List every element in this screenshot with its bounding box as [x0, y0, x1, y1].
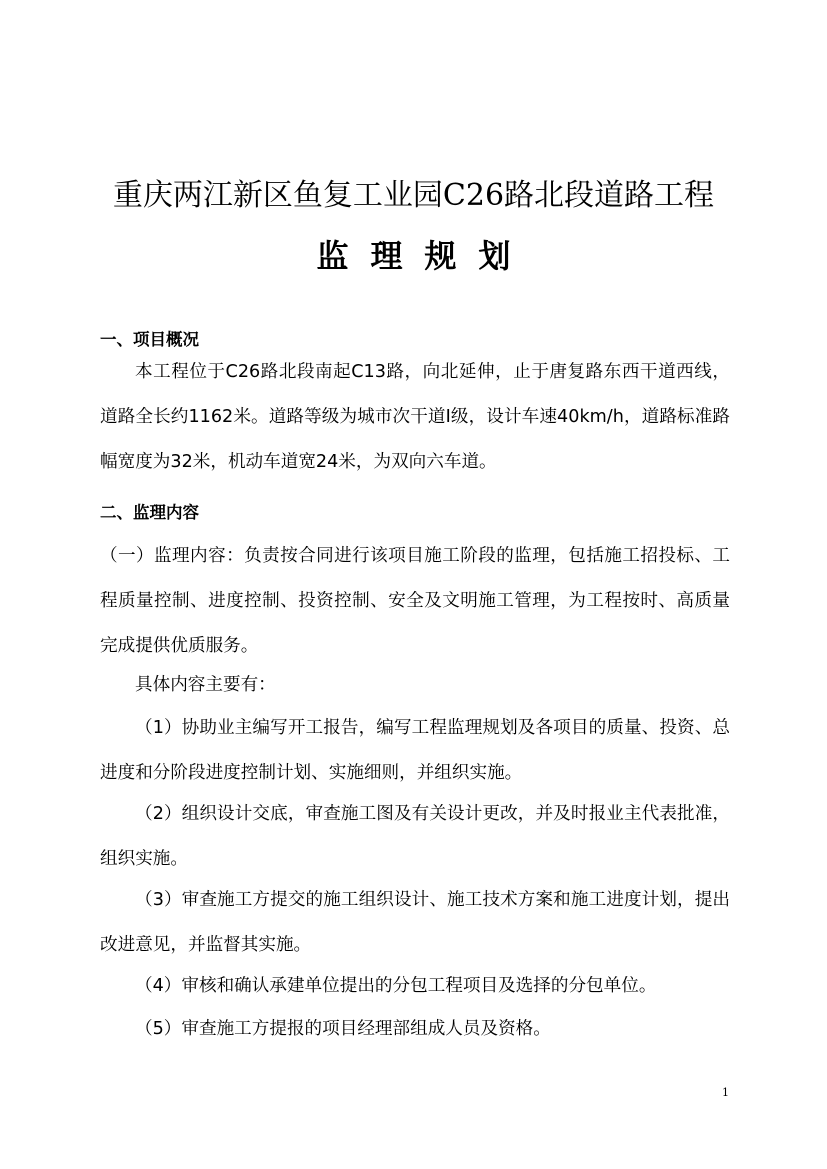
section-1-heading: 一、项目概况 — [100, 330, 199, 349]
section-1-paragraph: 本工程位于C26路北段南起C13路，向北延伸，止于唐复路东西干道西线，道路全长约1162米。道路等级为城市次干道Ⅰ级，设计车速40km/h，道路标准路幅宽度为32米，机动车道宽24米，为双向六车道。 — [100, 362, 730, 472]
list-item-3: （3）审查施工方提交的施工组织设计、施工技术方案和施工进度计划，提出改进意见，并监督其实施。 — [100, 890, 730, 955]
list-item-5: （5）审查施工方提报的项目经理部组成人员及资格。 — [135, 1019, 551, 1039]
page-number: 1 — [722, 1086, 729, 1099]
list-item-2: （2）组织设计交底，审查施工图及有关设计更改，并及时报业主代表批准，组织实施。 — [100, 804, 730, 869]
section-2-paragraph: （一）监理内容：负责按合同进行该项目施工阶段的监理，包括施工招投标、工程质量控制、进度控制、投资控制、安全及文明施工管理，为工程按时、高质量完成提供优质服务。 — [100, 546, 730, 656]
list-item-4: （4）审核和确认承建单位提出的分包工程项目及选择的分包单位。 — [135, 976, 657, 996]
document-title: 重庆两江新区鱼复工业园C26路北段道路工程 — [112, 178, 715, 213]
document-subtitle: 监理规划 — [316, 237, 533, 275]
section-2-heading: 二、监理内容 — [100, 503, 199, 522]
list-item-1: （1）协助业主编写开工报告，编写工程监理规划及各项目的质量、投资、总进度和分阶段进度控制计划、实施细则，并组织实施。 — [100, 718, 730, 783]
section-2-intro: 具体内容主要有： — [135, 675, 276, 695]
